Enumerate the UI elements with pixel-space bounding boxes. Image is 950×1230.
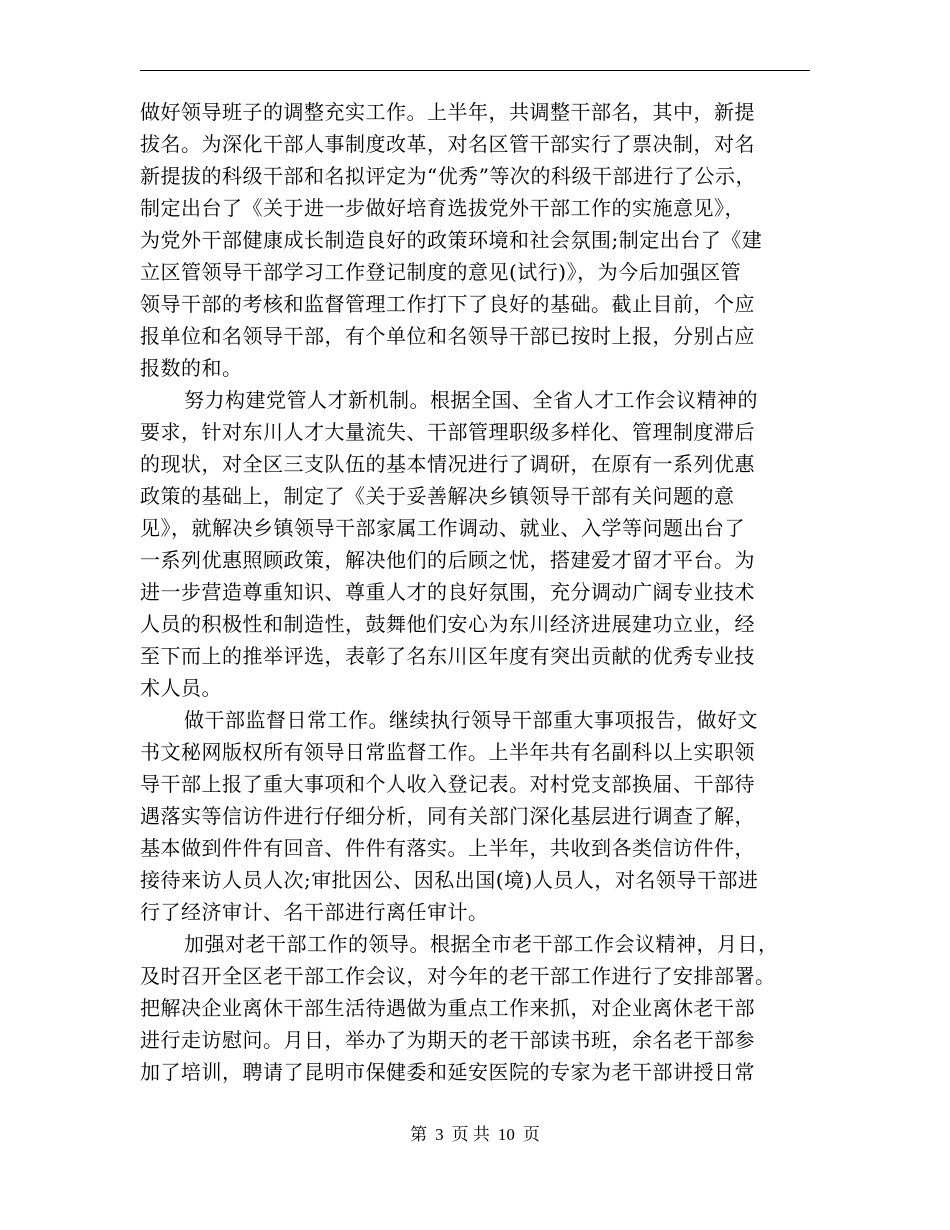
text-line: 接待来访人员人次;审批因公、因私出国(境)人员人，对名领导干部进 <box>140 868 759 892</box>
text-line: 进行走访慰问。月日，举办了为期天的老干部读书班，余名老干部参 <box>140 1028 755 1052</box>
text-line: 拔名。为深化干部人事制度改革，对名区管干部实行了票决制，对名 <box>140 132 755 156</box>
text-line: 遇落实等信访件进行仔细分析，同有关部门深化基层进行调查了解， <box>140 804 755 828</box>
text-line: 书文秘网版权所有领导日常监督工作。上半年共有名副科以上实职领 <box>140 740 755 764</box>
text-line: 领导干部的考核和监督管理工作打下了良好的基础。截止目前，个应 <box>140 292 755 316</box>
text-line: 及时召开全区老干部工作会议，对今年的老干部工作进行了安排部署。 <box>140 964 776 988</box>
text-line: 的现状，对全区三支队伍的基本情况进行了调研，在原有一系列优惠 <box>140 452 755 476</box>
text-line: 为党外干部健康成长制造良好的政策环境和社会氛围;制定出台了《建 <box>140 228 763 252</box>
footer-page-number: 3 <box>435 1125 444 1144</box>
text-line: 制定出台了《关于进一步做好培育选拔党外干部工作的实施意见》， <box>140 196 745 220</box>
footer-middle: 页 共 <box>451 1125 490 1144</box>
text-line: 要求，针对东川人才大量流失、干部管理职级多样化、管理制度滞后 <box>140 420 755 444</box>
text-line: 把解决企业离休干部生活待遇做为重点工作来抓，对企业离休老干部 <box>140 996 755 1020</box>
text-line: 立区管领导干部学习工作登记制度的意见(试行)》，为今后加强区管 <box>140 260 742 284</box>
text-line: 见》，就解决乡镇领导干部家属工作调动、就业、入学等问题出台了 <box>140 516 745 540</box>
text-line: 做好领导班子的调整充实工作。上半年，共调整干部名，其中，新提 <box>140 100 755 124</box>
footer-suffix: 页 <box>522 1125 540 1144</box>
text-line: 术人员。 <box>140 676 222 700</box>
text-line: 报数的和。 <box>140 356 243 380</box>
footer-total-pages: 10 <box>497 1125 515 1144</box>
text-line: 至下而上的推举评选，表彰了名东川区年度有突出贡献的优秀专业技 <box>140 644 755 668</box>
text-line: 报单位和名领导干部，有个单位和名领导干部已按时上报，分别占应 <box>140 324 755 348</box>
header-rule <box>140 70 810 71</box>
text-line: 政策的基础上，制定了《关于妥善解决乡镇领导干部有关问题的意 <box>140 484 735 508</box>
body-text <box>140 96 810 1088</box>
text-line: 努力构建党管人才新机制。根据全国、全省人才工作会议精神的 <box>184 388 758 412</box>
text-line: 加强对老干部工作的领导。根据全市老干部工作会议精神，月日， <box>184 932 779 956</box>
text-line: 行了经济审计、名干部进行离任审计。 <box>140 900 489 924</box>
text-line: 导干部上报了重大事项和个人收入登记表。对村党支部换届、干部待 <box>140 772 755 796</box>
text-line: 进一步营造尊重知识、尊重人才的良好氛围，充分调动广阔专业技术 <box>140 580 755 604</box>
text-line: 加了培训，聘请了昆明市保健委和延安医院的专家为老干部讲授日常 <box>140 1060 755 1084</box>
page-footer <box>0 1123 950 1147</box>
text-line: 做干部监督日常工作。继续执行领导干部重大事项报告，做好文 <box>184 708 758 732</box>
text-line: 新提拔的科级干部和名拟评定为“优秀”等次的科级干部进行了公示， <box>140 164 756 188</box>
text-line: 人员的积极性和制造性，鼓舞他们安心为东川经济进展建功立业，经 <box>140 612 755 636</box>
text-line: 一系列优惠照顾政策，解决他们的后顾之忧，搭建爱才留才平台。为 <box>140 548 755 572</box>
footer-prefix: 第 <box>410 1125 428 1144</box>
text-line: 基本做到件件有回音、件件有落实。上半年，共收到各类信访件件， <box>140 836 755 860</box>
